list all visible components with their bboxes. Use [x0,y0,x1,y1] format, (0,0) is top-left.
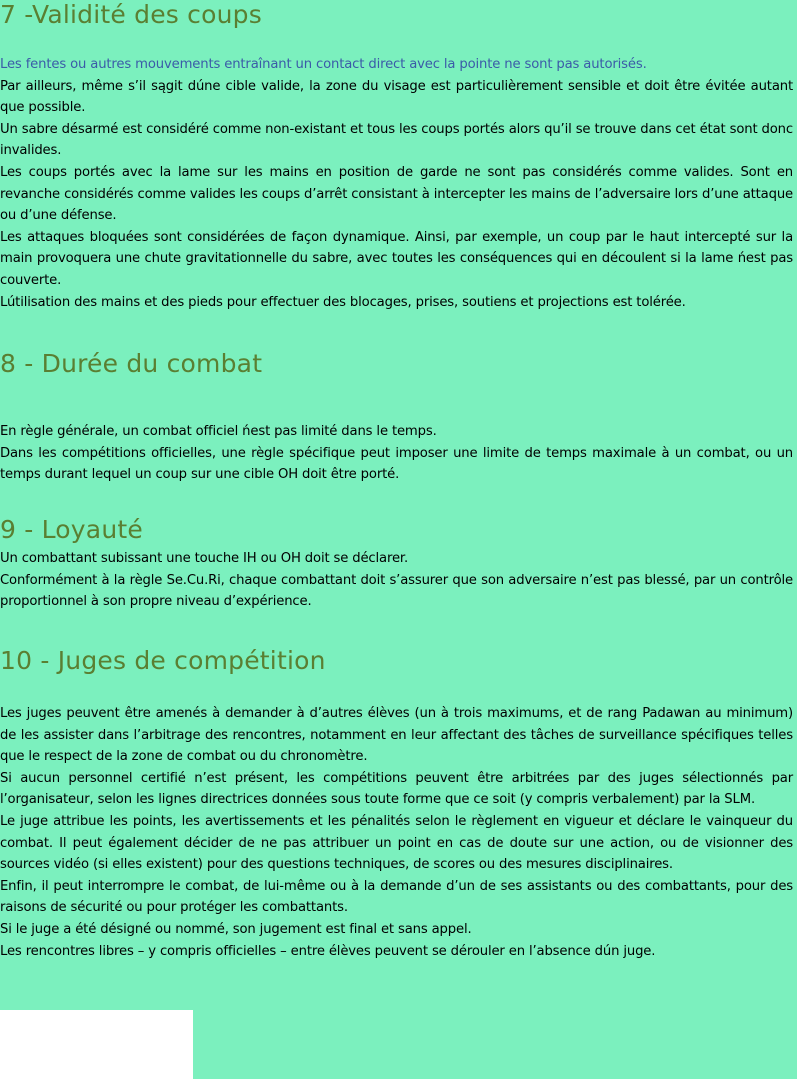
section-8-heading: 8 - Durée du combat [0,349,263,378]
section-10-paragraph-6: Les rencontres libres – y compris officielles – entre élèves peuvent se dérouler en l’absence dún juge. [0,943,656,959]
section-8-paragraph-2: Dans les compétitions officielles, une règle spécifique peut imposer une limite de temps maximale à un combat, ou un temps durant lequel un coup sur une cible OH doit être porté. [0,445,793,483]
section-10-paragraph-2: Si aucun personnel certifié n’est présent, les compétitions peuvent être arbitrées par des juges sélectionnés par l’organisateur, selon les lignes directrices données sous toute forme que ce soit (y compris verbalement) par la SLM. [0,770,793,808]
section-7-paragraph-2: Par ailleurs, même s’il sągit dúne cible valide, la zone du visage est particulièrement sensible et doit être évitée autant que possible. [0,78,793,116]
section-8-paragraph-1: En règle générale, un combat officiel ńest pas limité dans le temps. [0,424,437,439]
section-7-paragraph-3: Un sabre désarmé est considéré comme non-existant et tous les coups portés alors qu’il se trouve dans cet état sont donc invalides. [0,121,793,159]
section-7-paragraph-4: Les coups portés avec la lame sur les mains en position de garde ne sont pas considérés comme valides. Sont en revanche considérés comme valides les coups d’arrêt consistant à intercepter les mains de l’adversaire lors d’une attaque ou d’une défense. [0,164,793,224]
section-10-heading: 10 - Juges de compétition [0,646,326,675]
section-10-paragraph-4: Enfin, il peut interrompre le combat, de lui-même ou à la demande d’un de ses assistants ou des combattants, pour des raisons de sécurité ou pour protéger les combattants. [0,878,793,916]
section-8-body [0,421,793,486]
section-7-paragraph-6: Lútilisation des mains et des pieds pour effectuer des blocages, prises, soutiens et projections est tolérée. [0,294,686,310]
section-10-paragraph-1: Les juges peuvent être amenés à demander à d’autres élèves (un à trois maximums, et de rang Padawan au minimum) de les assister dans l’arbitrage des rencontres, notamment en leur affectant des tâches de surveillance spécifiques telles que le respect de la zone de combat ou du chronomètre. [0,706,793,765]
section-10-body [0,703,793,962]
section-10-paragraph-5: Si le juge a été désigné ou nommé, son jugement est final et sans appel. [0,921,472,937]
section-9-heading: 9 - Loyauté [0,515,143,544]
section-7-paragraph-5: Les attaques bloquées sont considérées de façon dynamique. Ainsi, par exemple, un coup par le haut intercepté sur la main provoquera une chute gravitationnelle du sabre, avec toutes les conséquences qui en découlent si la lame ńest pas couverte. [0,229,793,288]
section-7-body [0,54,793,313]
section-9-paragraph-1: Un combattant subissant une touche IH ou OH doit se déclarer. [0,551,409,566]
section-9-paragraph-2: Conformément à la règle Se.Cu.Ri, chaque combattant doit s’assurer que son adversaire n’est pas blessé, par un contrôle proportionnel à son propre niveau d’expérience. [0,572,793,610]
section-7-heading: 7 -Validité des coups [0,0,262,29]
section-9-body [0,548,793,613]
blank-white-region [0,1010,193,1079]
section-7-paragraph-1: Les fentes ou autres mouvements entraînant un contact direct avec la pointe ne sont pas autorisés. [0,57,647,72]
section-10-paragraph-3: Le juge attribue les points, les avertissements et les pénalités selon le règlement en vigueur et déclare le vainqueur du combat. Il peut également décider de ne pas attribuer un point en cas de doute sur une action, ou de visionner des sources vidéo (si elles existent) pour des questions techniques, de scores ou des mesures disciplinaires. [0,813,793,873]
